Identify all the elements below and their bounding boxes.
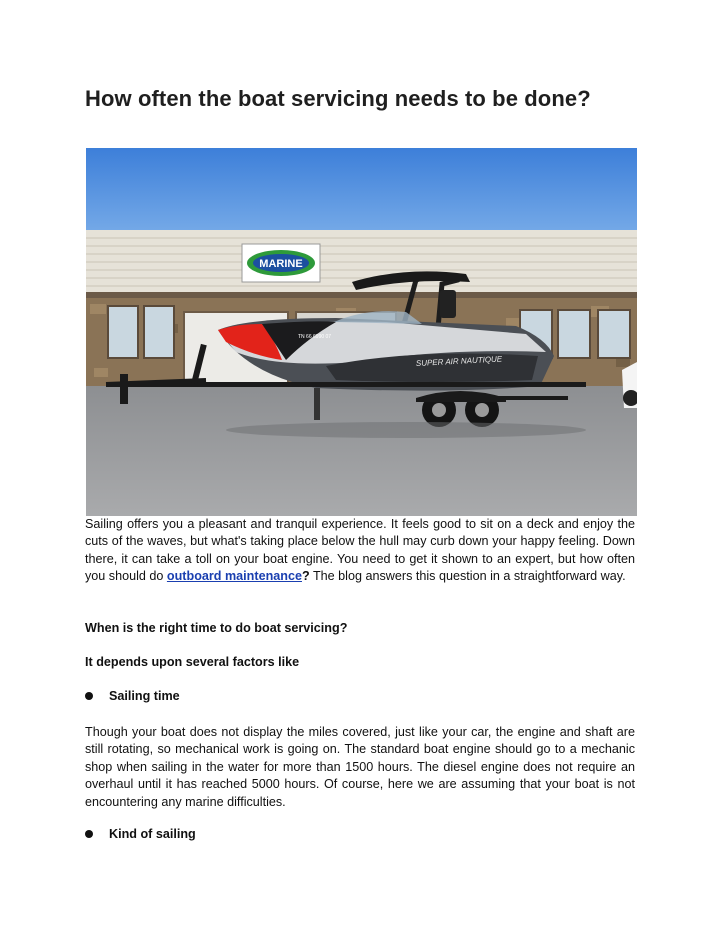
heading-right-time: When is the right time to do boat servicing? (85, 621, 348, 635)
sign-text: MARINE (259, 258, 303, 270)
page-title: How often the boat servicing needs to be done? (85, 86, 591, 111)
intro-question-mark: ? (301, 569, 310, 584)
sailing-time-paragraph: Though your boat does not display the miles covered, just like your car, the engine and shaft are still rotating, so mechanical work is going on. The standard boat engine should go to a mechanic shop when sailing in the water for more than 1500 hours. The diesel engine does not require an overhaul until it has reached 5000 hours. Of course, here we are assuming that your boat is not encountering any marine difficulties. (85, 725, 635, 809)
boat-registration: TN 66 6990 07 (298, 334, 332, 340)
intro-text-after: The blog answers this question in a straightforward way. (309, 569, 626, 584)
intro-paragraph (85, 516, 635, 586)
boat-photo (86, 148, 637, 516)
intro-text-before: Sailing offers you a pleasant and tranquil experience. It feels good to sit on a deck and enjoy the cuts of the waves, but what's taking place below the hull may curb down your happy feeling. Down there, it can take a toll on your boat engine. You need to get it shown to an expert, but how often you should do (85, 517, 635, 584)
bullet-dot-icon (85, 830, 93, 838)
bullet-sailing-time (85, 689, 180, 703)
bullet-label: Sailing time (109, 689, 180, 703)
bullet-label: Kind of sailing (109, 827, 196, 841)
bullet-kind-of-sailing (85, 827, 196, 841)
bullet-dot-icon (85, 692, 93, 700)
outboard-maintenance-link[interactable]: outboard maintenance (166, 569, 302, 584)
boat-name: SUPER AIR NAUTIQUE (415, 354, 503, 368)
heading-factors: It depends upon several factors like (85, 655, 300, 669)
marine-sign (242, 244, 320, 282)
